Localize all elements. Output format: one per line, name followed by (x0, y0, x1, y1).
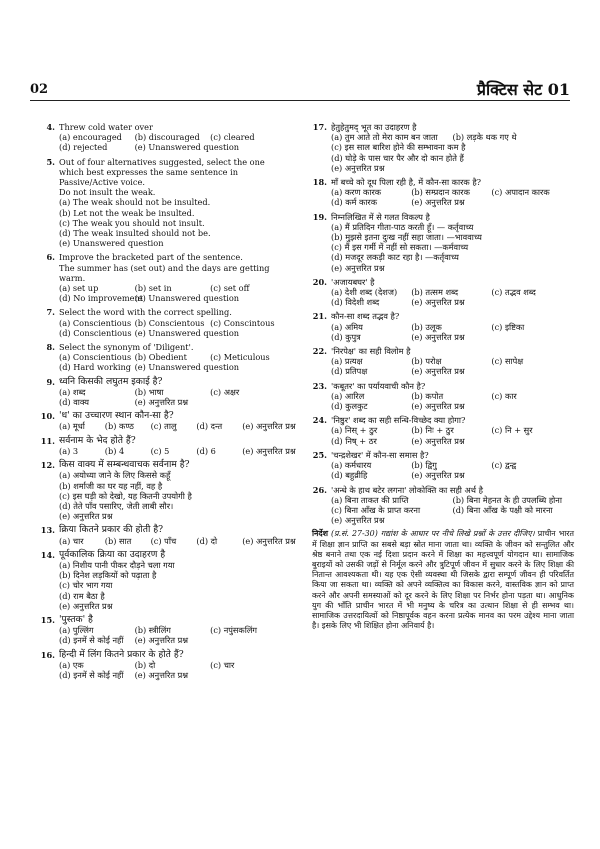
option[interactable]: (c) सापेक्ष (491, 356, 524, 367)
options (40, 445, 296, 456)
option[interactable]: (e) अनुत्तरित प्रश्न (411, 197, 465, 208)
option[interactable]: (e) अनुत्तरित प्रश्न (242, 535, 296, 546)
question-number: 16. (40, 649, 55, 660)
question-text: 'निष्ठुर' शब्द का सही सन्धि-विच्छेद क्या होगा? (331, 415, 466, 426)
question-text: 'चन्द्रशेखर' में कौन-सा समास है? (331, 449, 429, 460)
question-number: 9. (46, 376, 55, 387)
option[interactable]: (b) कण्ठ (104, 421, 134, 432)
question-17 (312, 122, 574, 173)
option[interactable]: (e) अनुत्तरित प्रश्न (411, 401, 465, 412)
page-number: 02 (30, 82, 49, 97)
option[interactable]: (e) अनुत्तरित प्रश्न (331, 162, 385, 173)
question-11 (40, 434, 296, 456)
question-number: 6. (46, 252, 55, 263)
option[interactable]: (b) निः + ठुर (411, 425, 454, 436)
option[interactable]: (c) तालु (150, 421, 177, 432)
option[interactable]: (c) अक्षर (210, 386, 240, 397)
question-text: क्रिया कितने प्रकार की होती है? (59, 524, 164, 536)
option[interactable]: (b) शर्माजी का घर यह नहीं, वह है (59, 480, 163, 491)
question-number: 8. (46, 342, 55, 353)
option[interactable]: (b) discouraged (134, 132, 200, 143)
options (40, 283, 288, 303)
options (40, 660, 288, 680)
option[interactable]: (a) encouraged (59, 132, 122, 143)
option[interactable]: (e) अनुत्तरित प्रश्न (134, 669, 189, 680)
option[interactable]: (a) Conscientious (59, 352, 132, 363)
options (312, 495, 574, 526)
option[interactable]: (c) इस घड़ी को देखो, यह कितनी उपयोगी है (59, 490, 192, 501)
option[interactable]: (b) लड़के थक गए थे (452, 132, 517, 143)
option[interactable]: (a) आरिल (331, 390, 365, 401)
option[interactable]: (c) इस साल बारिश होने की सम्भावना कम है (331, 142, 466, 153)
option[interactable]: (d) Conscientious (59, 327, 132, 338)
option[interactable]: (e) अनुत्तरित प्रश्न (411, 470, 465, 481)
question-number: 24. (312, 415, 327, 426)
page-title: प्रैक्टिस सेट 01 (476, 80, 570, 99)
option[interactable]: (b) दिनेश लड़कियों को पढ़ाता है (59, 570, 157, 581)
option[interactable]: (e) अनुत्तरित प्रश्न (411, 435, 465, 446)
question-text: माँ बच्चे को दूध पिला रही है, में कौन-सा कारक है? (331, 177, 482, 188)
option[interactable]: (e) अनुत्तरित प्रश्न (59, 600, 113, 611)
question-number: 15. (40, 614, 55, 625)
question-number: 10. (40, 411, 55, 422)
option[interactable]: (c) चोर भाग गया (59, 580, 113, 591)
options (312, 222, 574, 273)
option[interactable]: (b) द्विगु (411, 460, 437, 471)
right-questions (312, 122, 574, 525)
question-14 (40, 550, 288, 611)
option[interactable]: (b) 4 (104, 445, 125, 456)
option[interactable]: (c) set off (210, 283, 250, 294)
option[interactable]: (c) चार (210, 659, 235, 670)
option[interactable]: (c) The weak you should not insult. (59, 217, 205, 228)
option[interactable]: (c) द्वन्द्व (491, 460, 517, 471)
question-text: 'निरपेक्ष' का सही विलोम है (331, 346, 411, 357)
question-text: 'कबूतर' का पर्यायवाची कौन है? (331, 380, 426, 391)
option[interactable]: (a) अमिय (331, 321, 363, 332)
options (40, 625, 288, 645)
option[interactable]: (b) मुझसे इतना दुःख नहीं सहा जाता। —भाववाच्य (331, 232, 482, 243)
option[interactable]: (d) कर्म कारक (331, 197, 378, 208)
option[interactable]: (d) The weak insulted should not be. (59, 228, 211, 239)
option[interactable]: (e) अनुत्तरित प्रश्न (242, 421, 296, 432)
option[interactable]: (b) परोक्ष (411, 356, 442, 367)
option[interactable]: (b) स्त्रीलिंग (134, 625, 171, 636)
option[interactable]: (a) मूर्धा (59, 421, 85, 432)
question-text: Threw cold water over (59, 122, 153, 132)
question-20 (312, 277, 574, 308)
option[interactable]: (a) बिना ताकत की प्राप्ति (331, 494, 409, 505)
option[interactable]: (d) इनमें से कोई नहीं (59, 635, 124, 646)
option[interactable]: (a) set up (59, 283, 99, 294)
option[interactable] (453, 153, 575, 163)
question-number: 26. (312, 484, 327, 495)
question-number: 17. (312, 122, 327, 132)
option[interactable]: (d) कुपुत्र (331, 331, 361, 342)
options (40, 318, 288, 338)
option[interactable] (453, 142, 575, 152)
question-21 (312, 311, 574, 342)
question-text: हिन्दी में लिंग कितने प्रकार के होते हैं? (59, 648, 184, 660)
option[interactable]: (c) Conscintous (210, 317, 275, 328)
option[interactable]: (c) इष्टिका (491, 321, 525, 332)
question-9 (40, 377, 288, 408)
option[interactable]: (c) कार (491, 390, 517, 401)
options (312, 132, 574, 173)
option[interactable]: (e) अनुत्तरित प्रश्न (411, 366, 465, 377)
option[interactable]: (a) पुल्लिंग (59, 625, 94, 636)
options (312, 187, 574, 207)
question-number: 20. (312, 276, 327, 287)
question-text: Select the synonym of 'Diligent'. (59, 342, 194, 353)
question-number: 11. (40, 435, 55, 446)
option[interactable]: (b) भाषा (134, 386, 164, 397)
option[interactable]: (a) प्रत्यक्ष (331, 356, 363, 367)
question-number: 7. (46, 307, 55, 318)
question-text: 'अजायबघर' है (331, 276, 375, 287)
question-number: 23. (312, 380, 327, 391)
question-text: 'अन्धे के हाथ बटेर लगना' लोकोक्ति का सही अर्थ है (331, 484, 483, 495)
question-26 (312, 485, 574, 526)
option[interactable]: (b) दो (134, 659, 156, 670)
directions-label: निर्देश (312, 529, 328, 539)
question-text: Out of four alternatives suggested, select the one which best expresses the same sentence in Passive/Active voice. (59, 156, 265, 188)
option[interactable]: (d) वाक्य (59, 397, 90, 408)
option[interactable]: (a) निशीय पानी पीकर दौड़ने चला गया (59, 559, 175, 570)
question-number: 12. (40, 460, 55, 471)
option[interactable]: (c) पाँच (150, 535, 177, 546)
option[interactable]: (e) Unanswered question (134, 142, 240, 153)
question-sentence: Do not insult the weak. (59, 187, 156, 198)
question-16 (40, 650, 288, 681)
question-19 (312, 212, 574, 273)
option[interactable]: (b) set in (134, 283, 172, 294)
question-number: 19. (312, 211, 327, 222)
question-text: हेतुहेतुमद् भूत का उदाहरण है (331, 122, 417, 132)
directions-text: (प्र.सं. 27-30) गद्यांश के आधार पर नीचे लिखे प्रश्नों के उत्तर दीजिए। (331, 529, 535, 539)
question-number: 14. (40, 549, 55, 560)
option[interactable]: (d) बिना आँख के पक्षी को मारना (452, 504, 553, 515)
left-column (40, 122, 296, 684)
option[interactable]: (a) करण कारक (331, 187, 382, 198)
question-text: Select the word with the correct spelling. (59, 307, 232, 318)
option[interactable]: (e) Unanswered question (59, 238, 164, 249)
option[interactable]: (e) Unanswered question (134, 362, 240, 373)
option[interactable]: (e) अनुत्तरित प्रश्न (134, 635, 189, 646)
question-number: 4. (46, 122, 55, 132)
option[interactable]: (e) अनुत्तरित प्रश्न (411, 297, 465, 308)
page-header (30, 76, 570, 101)
question-4 (40, 122, 288, 153)
question-7 (40, 307, 288, 338)
option[interactable]: (e) अनुत्तरित प्रश्न (331, 262, 385, 273)
options (312, 287, 574, 307)
option[interactable]: (a) देशी शब्द (देशज) (331, 287, 398, 298)
right-column (312, 122, 574, 631)
option[interactable]: (b) बिना मेहनत के ही उपलब्धि होना (452, 494, 562, 505)
question-number: 18. (312, 177, 327, 188)
option[interactable]: (d) निष् + ठर (331, 435, 377, 446)
question-24 (312, 415, 574, 446)
question-text: 'पुस्तक' है (59, 613, 93, 625)
option[interactable]: (e) अनुत्तरित प्रश्न (242, 445, 296, 456)
question-25 (312, 450, 574, 481)
question-number: 5. (46, 156, 55, 167)
question-text: पूर्वकालिक क्रिया का उदाहरण है (59, 548, 166, 560)
question-13 (40, 524, 296, 546)
option[interactable]: (c) 5 (150, 445, 170, 456)
option[interactable]: (a) मैं प्रतिदिन गीता-पाठ करती हूँ। — कर्तृवाच्य (331, 221, 474, 232)
question-number: 21. (312, 311, 327, 322)
option[interactable]: (d) No improvement (59, 293, 144, 304)
options (40, 560, 288, 611)
option[interactable]: (e) अनुत्तरित प्रश्न (59, 511, 113, 522)
question-5 (40, 157, 288, 249)
question-text: निम्नलिखित में से गलत विकल्प है (331, 211, 430, 222)
passage-text: प्राचीन भारत में शिक्षा ज्ञान प्राप्ति का सबसे बड़ा स्रोत माना जाता था। व्यक्ति के जीवन को सन्तुलित और श्रेष्ठ बनाने तथा एक नई दिशा प्रदान करने में शिक्षा का महत्त्वपूर्ण योगदान था। सामाजिक बुराइयों को उसकी जड़ों से निर्मूल करने और त्रुटिपूर्ण जीवन में सुधार करने के लिए शिक्षा की नितान्त आवश्यकता थी। यह एक ऐसी व्यवस्था थी जिसके द्वारा सम्पूर्ण जीवन ही परिवर्तित किया जा सकता था। व्यक्ति को अपने व्यक्तित्व का विकास करने, वास्तविक ज्ञान को प्राप्त करने और अपनी समस्याओं को दूर करने के लिए शिक्षा पर निर्भर होना पड़ता था। आधुनिक युग की भाँति प्राचीन भारत में भी मनुष्य के चरित्र का उत्थान शिक्षा से ही सम्भव था। सामाजिक उत्तरदायित्वों को निष्ठापूर्वक वहन करना प्रत्येक मानव का परम उद्देश्य माना जाता है। इसके लिए भी शिक्षित होना अनिवार्य है। (312, 529, 575, 631)
question-sentence: The summer has (set out) and the days are getting warm. (59, 262, 270, 283)
option[interactable]: (a) कर्मधारय (331, 460, 372, 471)
option[interactable]: (c) मैं इस गर्मी में नहीं सो सकता। —कर्मवाच्य (331, 242, 469, 253)
option[interactable]: (e) अनुत्तरित प्रश्न (134, 397, 189, 408)
question-10 (40, 410, 296, 432)
option[interactable]: (d) तेते पाँव पसारिए, जेती लाबी सौर। (59, 500, 174, 511)
question-12 (40, 460, 288, 521)
option[interactable]: (b) Obedient (134, 352, 187, 363)
option[interactable]: (e) Unanswered question (134, 327, 240, 338)
question-text: 'ध' का उच्चारण स्थान कौन-सा है? (59, 410, 174, 422)
question-23 (312, 381, 574, 412)
option[interactable]: (d) Hard working (59, 362, 131, 373)
options (40, 197, 288, 248)
option[interactable]: (a) Conscientious (59, 317, 132, 328)
option[interactable]: (e) Unanswered question (134, 293, 240, 304)
option[interactable]: (e) अनुत्तरित प्रश्न (411, 331, 465, 342)
question-text: किस वाक्य में सम्बन्धवाचक सर्वनाम है? (59, 459, 190, 471)
option[interactable]: (b) उलूक (411, 321, 442, 332)
option[interactable]: (a) चार (59, 535, 84, 546)
option[interactable]: (d) प्रतिपक्ष (331, 366, 368, 377)
option[interactable]: (b) सम्प्रदान कारक (411, 187, 470, 198)
options (40, 421, 296, 432)
option[interactable]: (d) बहुव्रीहि (331, 470, 368, 481)
question-22 (312, 346, 574, 377)
question-text: ध्वनि किसकी लघुतम इकाई है? (59, 375, 163, 387)
option[interactable]: (e) अनुत्तरित प्रश्न (331, 515, 385, 526)
option[interactable]: (b) सात (104, 535, 132, 546)
option[interactable]: (d) इनमें से कोई नहीं (59, 669, 124, 680)
option[interactable]: (b) Let not the weak be insulted. (59, 207, 195, 218)
option[interactable]: (d) मजदूर लकड़ी काट रहा है। —कर्तृवाच्य (331, 252, 459, 263)
option[interactable]: (d) दो (196, 535, 218, 546)
option[interactable]: (c) बिना आँख के प्राप्त करना (331, 504, 421, 515)
question-15 (40, 615, 288, 646)
options (312, 356, 574, 376)
options (312, 425, 574, 445)
options (40, 535, 296, 546)
reading-passage (312, 529, 574, 631)
options (312, 460, 574, 480)
option[interactable]: (a) The weak should not be insulted. (59, 197, 211, 208)
option[interactable]: (a) 3 (59, 445, 79, 456)
options (40, 387, 288, 407)
option[interactable]: (d) विदेशी शब्द (331, 297, 380, 308)
options (312, 391, 574, 411)
question-8 (40, 342, 288, 373)
option[interactable]: (a) तुम आते तो मेरा काम बन जाता (331, 132, 438, 143)
option[interactable]: (c) cleared (210, 132, 255, 143)
option[interactable]: (d) rejected (59, 142, 108, 153)
option[interactable]: (a) निस् + ठुर (331, 425, 378, 436)
option[interactable]: (a) एक (59, 659, 84, 670)
question-number: 25. (312, 449, 327, 460)
option[interactable]: (d) घोड़े के पास चार पैर और दो कान होते हैं (331, 152, 464, 163)
option[interactable]: (c) तद्भव शब्द (491, 287, 536, 298)
option[interactable]: (d) राम बैठा है (59, 590, 105, 601)
options (40, 352, 288, 372)
question-text: Improve the bracketed part of the sentence. (59, 252, 243, 263)
option[interactable]: (d) कुलकुट (331, 401, 368, 412)
options (40, 470, 288, 521)
option[interactable]: (a) शब्द (59, 386, 86, 397)
option[interactable]: (b) Conscientous (134, 317, 205, 328)
option[interactable]: (b) कपोत (411, 390, 444, 401)
question-text: कौन-सा शब्द तद्भव है? (331, 311, 400, 322)
question-number: 13. (40, 525, 55, 536)
question-number: 22. (312, 346, 327, 357)
question-6 (40, 252, 288, 303)
question-18 (312, 177, 574, 208)
option[interactable]: (c) अपादान कारक (491, 187, 550, 198)
options (312, 322, 574, 342)
option[interactable]: (c) नि + सुर (491, 425, 533, 436)
option[interactable]: (c) नपुंसकलिंग (210, 625, 258, 636)
question-text: सर्वनाम के भेद होते हैं? (59, 434, 136, 446)
option[interactable]: (b) तत्सम शब्द (411, 287, 459, 298)
option[interactable]: (a) अयोध्या जाने के लिए किससे कहूँ (59, 470, 171, 481)
options (40, 132, 288, 152)
option[interactable]: (d) दन्त (196, 421, 223, 432)
option[interactable]: (c) Meticulous (210, 352, 270, 363)
option[interactable]: (d) 6 (196, 445, 216, 456)
